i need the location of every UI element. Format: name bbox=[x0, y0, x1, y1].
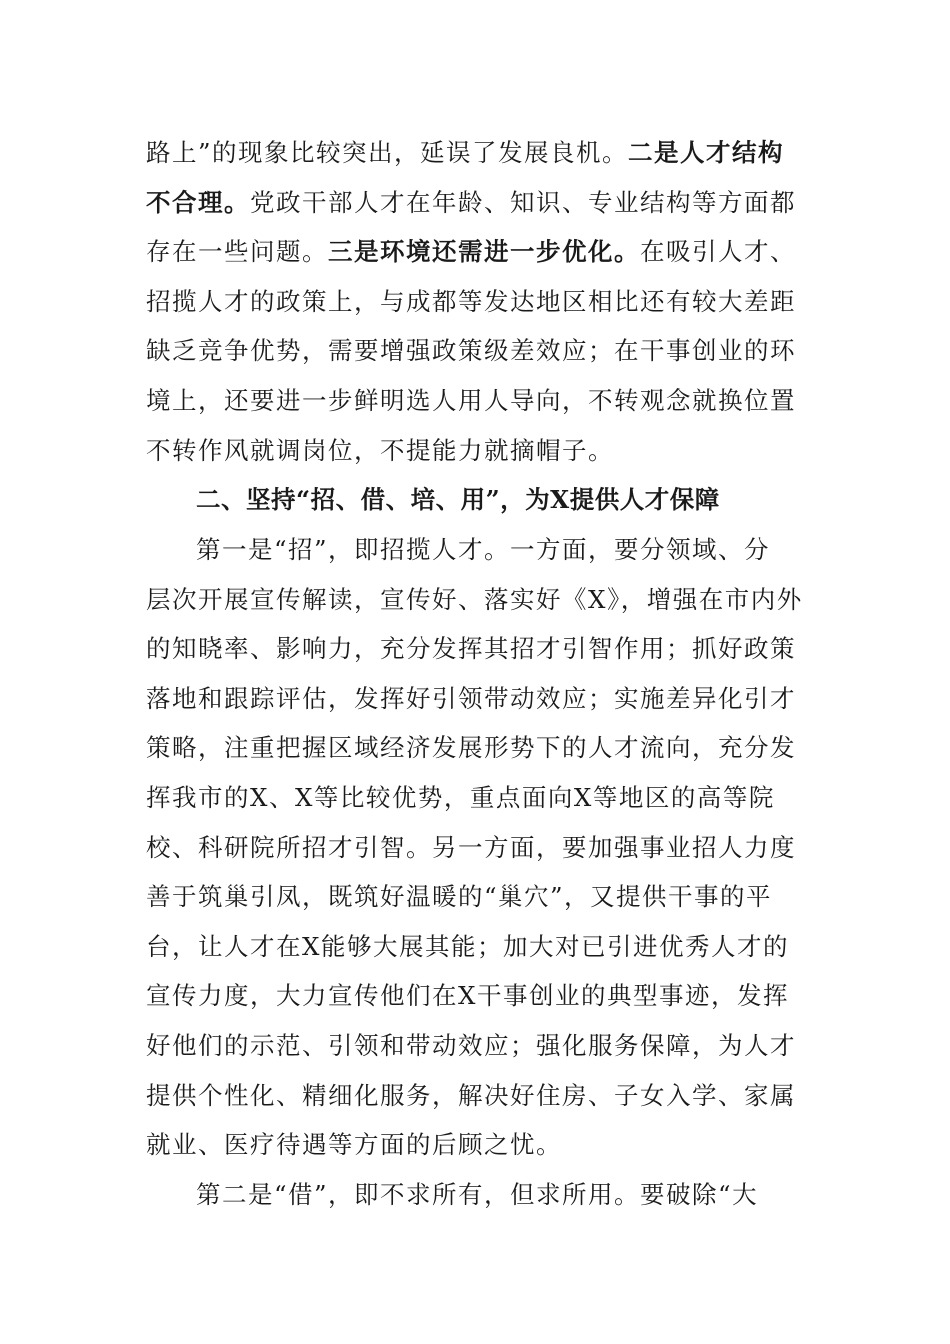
text-line: 缺乏竞争优势，需要增强政策级差效应；在干事创业的环 bbox=[146, 336, 796, 366]
text-run: 存在一些问题。 bbox=[146, 237, 328, 267]
text-line: 落地和跟踪评估，发挥好引领带动效应；实施差异化引才 bbox=[146, 683, 796, 713]
text-line: 台，让人才在X能够大展其能；加大对已引进优秀人才的 bbox=[146, 931, 789, 961]
text-line: 挥我市的X、X等比较优势，重点面向X等地区的高等院 bbox=[146, 782, 775, 812]
text-line: 不转作风就调岗位，不提能力就摘帽子。 bbox=[146, 435, 614, 465]
bold-text-run: 三是环境还需进一步优化。 bbox=[328, 237, 640, 267]
text-line: 招揽人才的政策上，与成都等发达地区相比还有较大差距 bbox=[146, 286, 796, 316]
text-line: 提供个性化、精细化服务，解决好住房、子女入学、家属 bbox=[146, 1080, 796, 1110]
text-run: 党政干部人才在年龄、知识、专业结构等方面都 bbox=[250, 187, 796, 217]
text-line bbox=[146, 227, 806, 277]
text-line bbox=[146, 178, 806, 228]
text-line: 宣传力度，大力宣传他们在X干事创业的典型事迹，发挥 bbox=[146, 981, 789, 1011]
paragraph-zhao bbox=[146, 525, 806, 1219]
paragraph-continuation bbox=[146, 128, 806, 525]
bold-text-run: 不合理。 bbox=[146, 187, 250, 217]
text-run: 在吸引人才、 bbox=[640, 237, 796, 267]
text-line: 善于筑巢引凤，既筑好温暖的“巢穴”，又提供干事的平 bbox=[146, 882, 773, 912]
text-line: 第一是“招”，即招揽人才。一方面，要分领域、分 bbox=[196, 535, 771, 564]
text-line: 就业、医疗待遇等方面的后顾之忧。 bbox=[146, 1130, 562, 1160]
text-line: 的知晓率、影响力，充分发挥其招才引智作用；抓好政策 bbox=[146, 634, 796, 664]
text-line: 第二是“借”，即不求所有，但求所用。要破除“大 bbox=[196, 1179, 759, 1209]
text-line: 策略，注重把握区域经济发展形势下的人才流向，充分发 bbox=[146, 733, 796, 763]
section-heading: 二、坚持“招、借、培、用”，为X提供人才保障 bbox=[196, 485, 720, 515]
text-line: 层次开展宣传解读，宣传好、落实好《X》，增强在市内外 bbox=[146, 584, 803, 614]
text-line: 好他们的示范、引领和带动效应；强化服务保障，为人才 bbox=[146, 1030, 796, 1060]
text-line: 校、科研院所招才引智。另一方面，要加强事业招人力度 bbox=[146, 832, 796, 862]
text-line bbox=[146, 128, 806, 178]
text-run: 路上”的现象比较突出，延误了发展良机。 bbox=[146, 138, 629, 167]
text-line: 境上，还要进一步鲜明选人用人导向，不转观念就换位置 bbox=[146, 385, 796, 415]
bold-text-run: 二是人才结构 bbox=[628, 138, 785, 167]
